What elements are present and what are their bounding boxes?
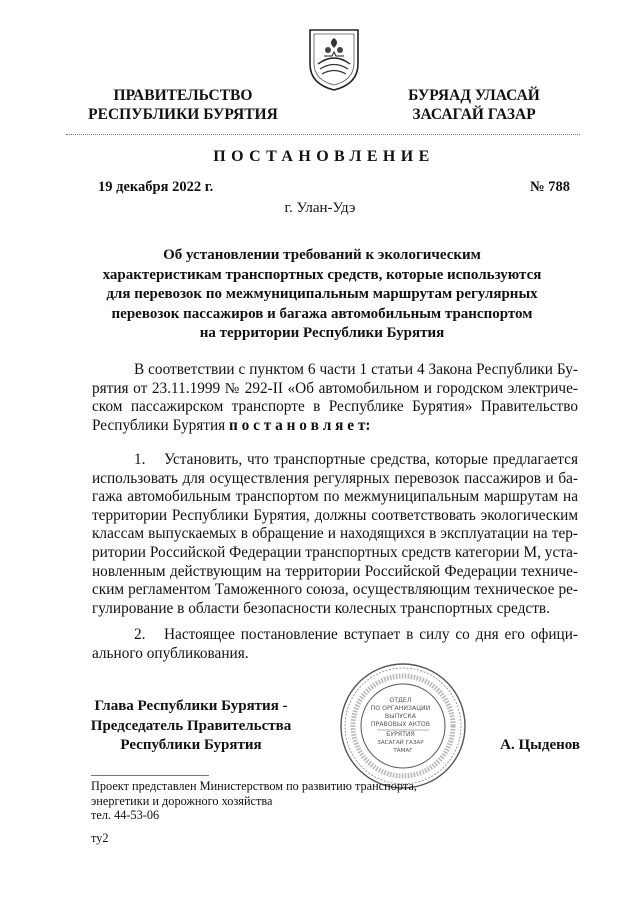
footer-line: тел. 44-53-06	[91, 808, 160, 822]
item-1-line: ритории Российской Федерации транспортных средств категории М, уста-	[92, 543, 578, 561]
stamp-text-line: БУРЯТИЯ	[386, 731, 415, 738]
item-1-line: гажа автомобильным транспортом по межмуниципальным маршрутам на	[92, 488, 578, 506]
document-title	[80, 246, 564, 344]
stamp-text-line: ПО ОРГАНИЗАЦИИ	[370, 705, 431, 712]
footer-line: Проект представлен Министерством по развитию транспорта,	[91, 779, 417, 793]
stamp-text-line: ТАМАГ	[393, 748, 413, 754]
stamp-text-line: ЗАСАГАЙ ГАЗАР	[377, 740, 424, 746]
header-divider	[66, 134, 580, 135]
footer-line: энергетики и дорожного хозяйства	[91, 793, 273, 808]
item-2-paragraph	[92, 626, 578, 663]
government-name-ru	[78, 86, 288, 124]
document-date: 19 декабря 2022 г.	[98, 179, 214, 195]
document-number: № 788	[530, 179, 570, 195]
footer-code: ту2	[91, 831, 109, 845]
title-line: на территории Республики Бурятия	[199, 325, 445, 341]
item-1-line: территории Республики Бурятия, должны соответствовать экологическим	[92, 506, 578, 524]
resolves-word: п о с т а н о в л я е т:	[229, 416, 371, 434]
item-2-line: ального опубликования.	[92, 644, 249, 662]
signatory-position-line: Республики Бурятия	[120, 737, 262, 753]
document-city: г. Улан-Удэ	[284, 200, 356, 216]
government-name-bur	[384, 86, 564, 124]
header-right-line1: БУРЯАД УЛАСАЙ	[408, 87, 540, 104]
item-1-line: гулирование в области безопасности колесных транспортных средств.	[92, 599, 550, 617]
preamble-line: Республики Бурятия п о с т а н о в л я е т:	[92, 416, 371, 434]
title-line: для перевозок по межмуниципальным маршрутам регулярных	[106, 286, 538, 302]
item-1-line: ским регламентом Таможенного союза, осуществляющим техническое ре-	[92, 581, 578, 599]
item-1-line: классам выпускаемых в обращение и находящихся в эксплуатации на тер-	[92, 525, 578, 543]
svg-text:ОТДЕЛ ПО ОРГАНИЗАЦИИ	[371, 687, 436, 754]
footer-note	[91, 779, 491, 823]
title-line: характеристикам транспортных средств, которые используются	[102, 266, 542, 283]
preamble-line: рятия от 23.11.1999 № 292-II «Об автомобильном и городском электриче-	[92, 379, 578, 397]
title-line: перевозок пассажиров и багажа автомобильным транспортом	[111, 305, 533, 322]
item-2-number: 2.	[134, 626, 146, 643]
header-left-line1: ПРАВИТЕЛЬСТВО	[113, 87, 253, 104]
stamp-text-line: ОТДЕЛ	[389, 697, 412, 704]
item-1-number: 1.	[134, 451, 146, 468]
official-stamp	[337, 660, 469, 792]
item-1-line: 1. Установить, что транспортные средства, которые предлагается	[134, 451, 578, 468]
signatory-position-line: Глава Республики Бурятия -	[94, 698, 288, 714]
item-1-paragraph	[92, 451, 578, 618]
item-1-line: новленным действующим на территории Российской Федерации техниче-	[92, 562, 578, 580]
preamble-paragraph	[92, 361, 578, 435]
header-left-line2: РЕСПУБЛИКИ БУРЯТИЯ	[88, 106, 278, 123]
signatory-position-line: Председатель Правительства	[90, 717, 292, 734]
coat-of-arms-emblem	[306, 26, 362, 92]
preamble-line: ском пассажирском транспорте в Республике Бурятия» Правительство	[92, 398, 578, 416]
signatory-name: А. Цыденов	[500, 737, 580, 753]
document-type: ПОСТАНОВЛЕНИЕ	[213, 148, 435, 165]
preamble-line: В соответствии с пунктом 6 части 1 статьи 4 Закона Республики Бу-	[134, 361, 578, 378]
signatory-position	[80, 697, 302, 756]
item-1-line: использовать для осуществления регулярных перевозок пассажиров и ба-	[92, 469, 578, 487]
title-line: Об установлении требований к экологическим	[163, 247, 481, 263]
stamp-text-line: ПРАВОВЫХ АКТОВ	[370, 721, 431, 728]
item-2-line: 2. Настоящее постановление вступает в силу со дня его офици-	[134, 626, 578, 643]
header-right-line2: ЗАСАГАЙ ГАЗАР	[412, 106, 536, 123]
stamp-text-line: ВЫПУСКА	[384, 713, 416, 720]
footer-rule	[91, 775, 209, 776]
